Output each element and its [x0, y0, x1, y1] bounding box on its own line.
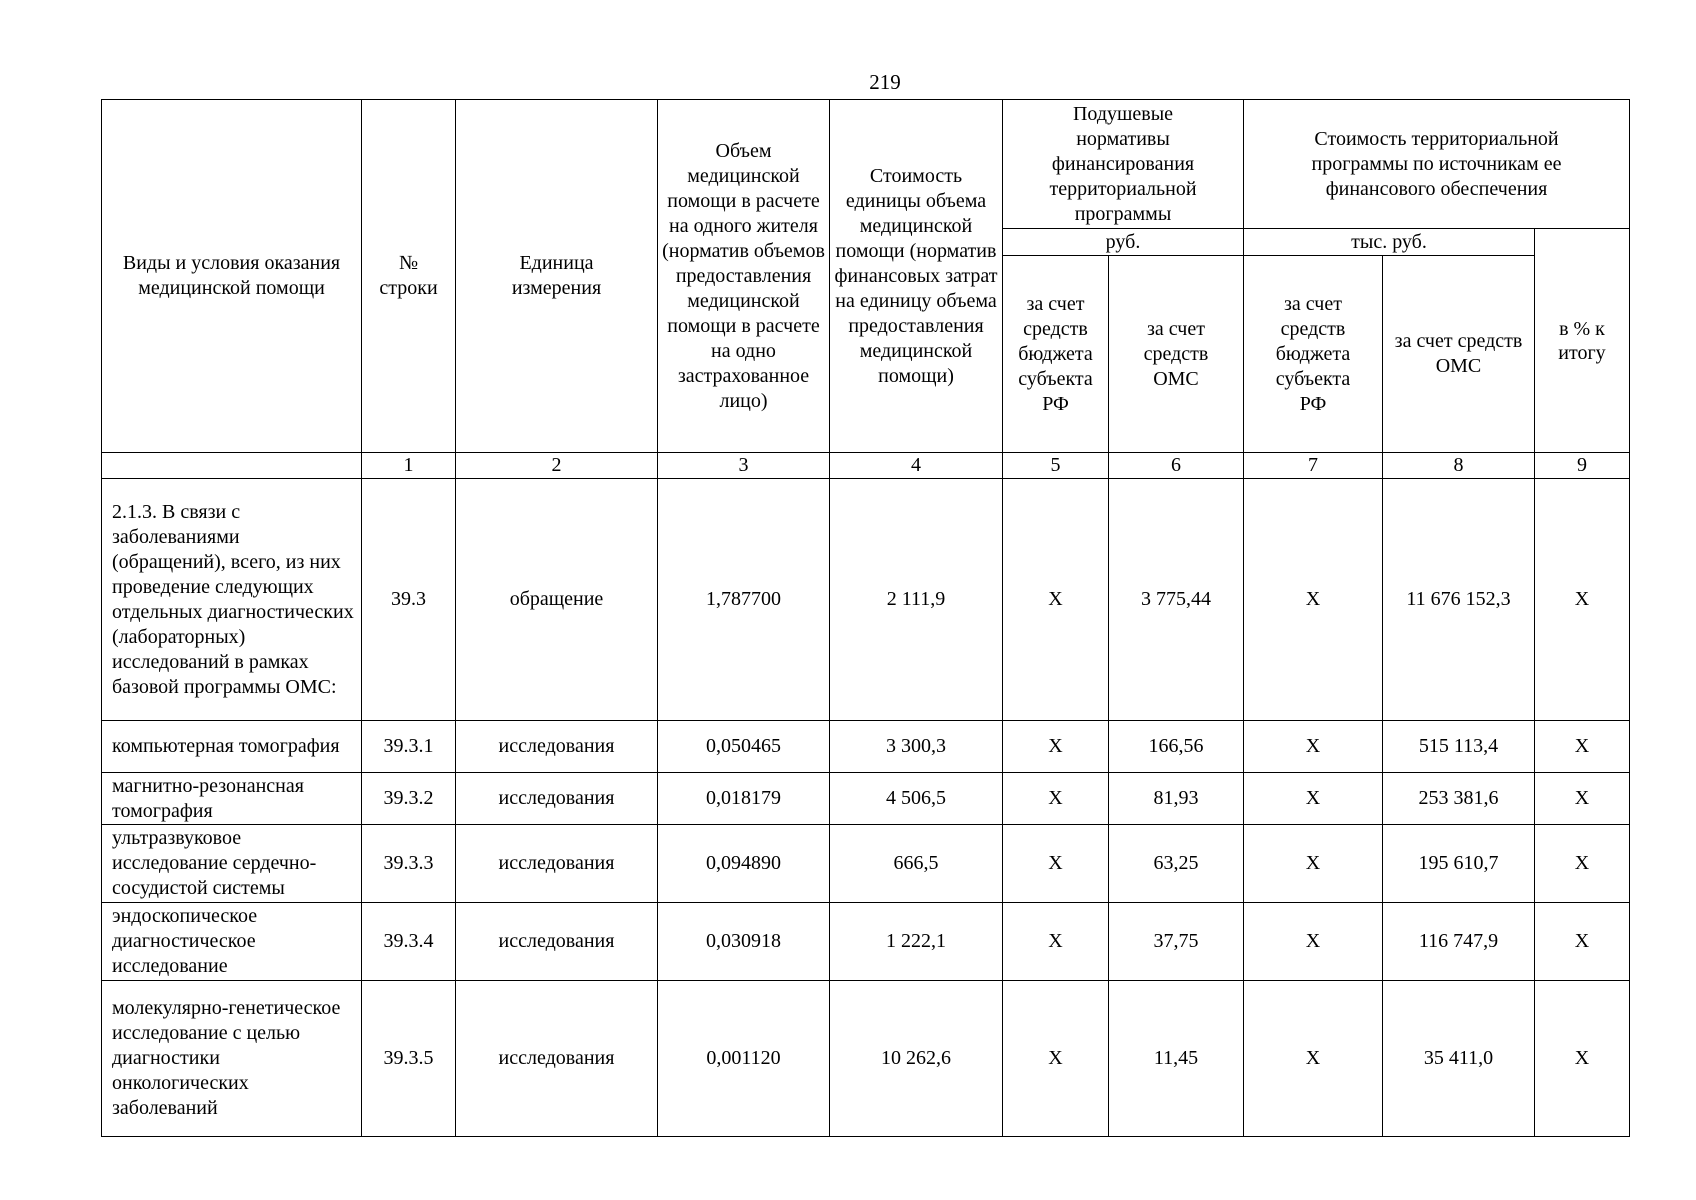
- row-budget-thous: X: [1244, 825, 1383, 903]
- row-budget-thous: X: [1244, 721, 1383, 773]
- row-budget-rub: X: [1003, 773, 1109, 825]
- row-name: ультразвуковое исследование сердечно-сосудистой системы: [102, 825, 362, 903]
- row-cost: 10 262,6: [830, 981, 1003, 1137]
- row-volume: 1,787700: [658, 479, 830, 721]
- header-budget-rf-2: за счет средств бюджета субъекта РФ: [1244, 256, 1383, 453]
- row-budget-rub: X: [1003, 479, 1109, 721]
- header-unit: Единица измерения: [456, 100, 658, 453]
- row-volume: 0,030918: [658, 903, 830, 981]
- row-oms-thous: 11 676 152,3: [1383, 479, 1535, 721]
- column-number: 5: [1003, 453, 1109, 479]
- row-cost: 2 111,9: [830, 479, 1003, 721]
- column-number: 7: [1244, 453, 1383, 479]
- header-percent: в % к итогу: [1535, 229, 1630, 453]
- row-oms-thous: 253 381,6: [1383, 773, 1535, 825]
- header-row-no: № строки: [362, 100, 456, 453]
- row-cost: 3 300,3: [830, 721, 1003, 773]
- row-unit: исследования: [456, 773, 658, 825]
- row-oms-rub: 11,45: [1109, 981, 1244, 1137]
- table-row: [102, 825, 1630, 903]
- table-row: [102, 773, 1630, 825]
- column-number: 8: [1383, 453, 1535, 479]
- row-volume: 0,050465: [658, 721, 830, 773]
- row-number: 39.3.3: [362, 825, 456, 903]
- row-budget-thous: X: [1244, 903, 1383, 981]
- column-number: 2: [456, 453, 658, 479]
- column-number: 9: [1535, 453, 1630, 479]
- row-volume: 0,001120: [658, 981, 830, 1137]
- row-number: 39.3: [362, 479, 456, 721]
- row-oms-thous: 195 610,7: [1383, 825, 1535, 903]
- row-oms-thous: 515 113,4: [1383, 721, 1535, 773]
- header-volume: Объем медицинской помощи в расчете на одного жителя (норматив объемов предоставления медицинской помощи в расчете на одно застрахованное лицо): [658, 100, 830, 453]
- row-percent: X: [1535, 903, 1630, 981]
- row-cost: 1 222,1: [830, 903, 1003, 981]
- page-number: 219: [869, 70, 901, 94]
- row-number: 39.3.1: [362, 721, 456, 773]
- row-percent: X: [1535, 479, 1630, 721]
- row-name: компьютерная томография: [102, 721, 362, 773]
- table-row: [102, 479, 1630, 721]
- row-oms-rub: 166,56: [1109, 721, 1244, 773]
- row-budget-rub: X: [1003, 981, 1109, 1137]
- row-cost: 4 506,5: [830, 773, 1003, 825]
- row-percent: X: [1535, 721, 1630, 773]
- row-budget-rub: X: [1003, 825, 1109, 903]
- header-per-capita: Подушевые нормативы финансирования территориальной программы: [1003, 100, 1244, 229]
- header-oms: за счет средств ОМС: [1109, 256, 1244, 453]
- row-number: 39.3.4: [362, 903, 456, 981]
- row-unit: исследования: [456, 825, 658, 903]
- row-volume: 0,094890: [658, 825, 830, 903]
- header-types: Виды и условия оказания медицинской помощи: [102, 100, 362, 453]
- row-percent: X: [1535, 773, 1630, 825]
- row-oms-rub: 63,25: [1109, 825, 1244, 903]
- row-unit: исследования: [456, 721, 658, 773]
- row-name: молекулярно-генетическое исследование с целью диагностики онкологических заболеваний: [102, 981, 362, 1137]
- row-number: 39.3.5: [362, 981, 456, 1137]
- header-unit-thous-rub: тыс. руб.: [1244, 229, 1535, 256]
- column-number: 6: [1109, 453, 1244, 479]
- column-number: 1: [362, 453, 456, 479]
- row-percent: X: [1535, 825, 1630, 903]
- header-cost: Стоимость единицы объема медицинской помощи (норматив финансовых затрат на единицу объема предоставления медицинской помощи): [830, 100, 1003, 453]
- row-budget-thous: X: [1244, 773, 1383, 825]
- row-percent: X: [1535, 981, 1630, 1137]
- header-budget-rf: за счет средств бюджета субъекта РФ: [1003, 256, 1109, 453]
- table-row: [102, 721, 1630, 773]
- row-name: эндоскопическое диагностическое исследование: [102, 903, 362, 981]
- row-oms-thous: 116 747,9: [1383, 903, 1535, 981]
- financing-table: [101, 99, 1630, 1137]
- row-budget-rub: X: [1003, 721, 1109, 773]
- header-oms-2: за счет средств ОМС: [1383, 256, 1535, 453]
- row-oms-rub: 37,75: [1109, 903, 1244, 981]
- row-number: 39.3.2: [362, 773, 456, 825]
- column-number: 3: [658, 453, 830, 479]
- column-number: 4: [830, 453, 1003, 479]
- row-oms-rub: 3 775,44: [1109, 479, 1244, 721]
- row-name: магнитно-резонансная томография: [102, 773, 362, 825]
- header-unit-rub: руб.: [1003, 229, 1244, 256]
- header-program-cost: Стоимость территориальной программы по источникам ее финансового обеспечения: [1244, 100, 1630, 229]
- column-number: [102, 453, 362, 479]
- row-unit: обращение: [456, 479, 658, 721]
- row-unit: исследования: [456, 981, 658, 1137]
- row-cost: 666,5: [830, 825, 1003, 903]
- row-oms-rub: 81,93: [1109, 773, 1244, 825]
- row-unit: исследования: [456, 903, 658, 981]
- row-budget-rub: X: [1003, 903, 1109, 981]
- row-volume: 0,018179: [658, 773, 830, 825]
- table-row: [102, 981, 1630, 1137]
- row-oms-thous: 35 411,0: [1383, 981, 1535, 1137]
- row-budget-thous: X: [1244, 981, 1383, 1137]
- row-name: 2.1.3. В связи с заболеваниями (обращений), всего, из них проведение следующих отдельных диагностических (лабораторных) исследований в рамках базовой программы ОМС:: [102, 479, 362, 721]
- table-row: [102, 903, 1630, 981]
- row-budget-thous: X: [1244, 479, 1383, 721]
